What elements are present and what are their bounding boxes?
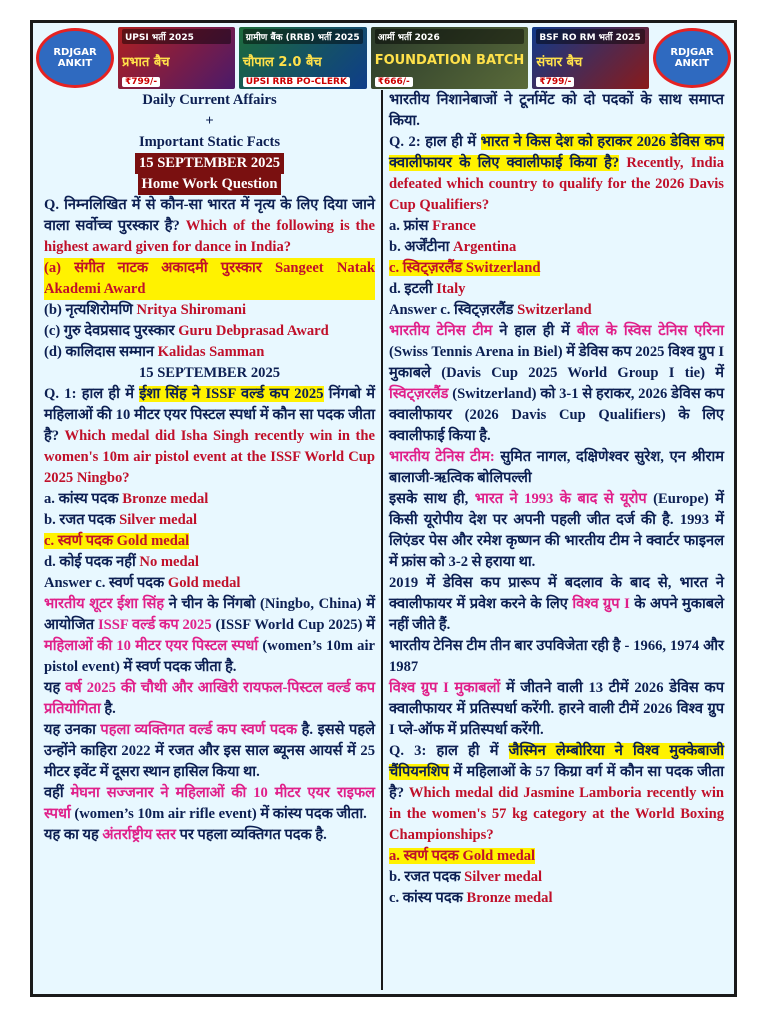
explain-4-b: मेघना सज्जनार ने महिलाओं की 10 मीटर एयर राइफल स्पर्धा xyxy=(44,785,376,822)
r5-text: भारतीय टेनिस टीम तीन बार उपविजेता रही है - 1966, 1974 और 1987 xyxy=(389,638,724,675)
hw-option-b xyxy=(44,300,375,321)
hw-option-b-hi: (b) नृत्यशिरोमणि xyxy=(44,302,133,318)
q1-option-d-hi: d. कोई पदक नहीं xyxy=(44,554,136,570)
explain-4 xyxy=(44,783,375,825)
promo-thumb-4[interactable] xyxy=(532,27,649,89)
date-band-row xyxy=(44,153,375,174)
r1-e: स्विट्ज़रलैंड xyxy=(389,386,449,402)
r6-a: विश्व ग्रुप I मुकाबलों xyxy=(389,680,501,696)
q1-rest: निंगबो में महिलाओं की 10 मीटर एयर पिस्टल स्पर्धा में कौन सा पदक जीता है? xyxy=(44,386,375,444)
promo-thumb-4-title: संचार बैच xyxy=(536,54,583,70)
hw-option-c-hi: (c) गुरु देवप्रसाद पुरस्कार xyxy=(44,323,175,339)
q1-answer xyxy=(44,573,375,594)
q1-option-d xyxy=(44,552,375,573)
promo-thumb-3-title: FOUNDATION BATCH xyxy=(374,53,525,68)
q1-option-c xyxy=(44,531,375,552)
q2-option-a-en: France xyxy=(428,218,476,234)
explain-1-e: महिलाओं की 10 मीटर एयर पिस्टल स्पर्धा xyxy=(44,638,259,654)
promo-thumb-2-price: UPSI RRB PO-CLERK xyxy=(243,77,350,87)
explain-2-b: वर्ष 2025 की चौथी और आखिरी रायफल-पिस्टल वर्ल्ड कप प्रतियोगिता xyxy=(44,680,375,717)
r6-b: में जीतने वाली 13 टीमें 2026 डेविस कप क्वालीफायर में प्रतिस्पर्धा करेंगी. हारने वाली टीमें 2026 विश्व ग्रुप I प्ले-ऑफ में प्रतिस्पर्धा करेंगी. xyxy=(389,680,725,738)
hw-option-b-en: Nritya Shiromani xyxy=(132,302,247,318)
promo-thumb-4-top: BSF RO RM भर्ती 2025 xyxy=(536,29,645,44)
hw-band-row xyxy=(44,174,375,195)
r1-b: ने हाल ही में xyxy=(492,323,577,339)
explain-3-b: पहला व्यक्तिगत वर्ल्ड कप स्वर्ण पदक xyxy=(100,722,298,738)
q1-highlight: ईशा सिंह ने ISSF वर्ल्ड कप 2025 xyxy=(139,386,324,402)
section-date: 15 SEPTEMBER 2025 xyxy=(138,365,281,381)
q1-option-b-en: Silver medal xyxy=(115,512,198,528)
r4-text xyxy=(389,573,724,636)
q2-option-a xyxy=(389,216,724,237)
r1-text xyxy=(389,321,724,447)
r3-text xyxy=(389,489,724,573)
explain-3 xyxy=(44,720,375,783)
r2-a: भारतीय टेनिस टीम: xyxy=(389,449,495,465)
q2-option-a-hi: a. फ्रांस xyxy=(389,218,429,234)
q1-question xyxy=(44,384,375,489)
explain-1-b: ने चीन के निंगबो (Ningbo, China) में आयोजित xyxy=(44,596,376,633)
q1-prefix: Q. 1: हाल ही में xyxy=(44,386,140,402)
q1-option-b-hi: b. रजत पदक xyxy=(44,512,116,528)
promo-thumb-3[interactable] xyxy=(371,27,529,89)
q1-answer-en: Gold medal xyxy=(164,575,241,591)
explain-5-c: पर पहला व्यक्तिगत पदक है. xyxy=(175,827,327,843)
logo-left-text: RDJGAR ANKIT xyxy=(53,47,97,69)
explain-3-c: है. इससे पहले उन्होंने काहिरा 2022 में रजत और इस साल ब्यूनस आयर्स में 25 मीटर इवेंट में दूसरा स्थान हासिल किया था. xyxy=(44,722,375,780)
q1-option-a xyxy=(44,489,375,510)
logo-left xyxy=(36,28,114,88)
explain-4-c: (women’s 10m air rifle event) में कांस्य पदक जीता. xyxy=(70,806,367,822)
hw-option-a-en: Sangeet Natak Akademi Award xyxy=(44,260,375,297)
explain-5-b: अंतर्राष्ट्रीय स्तर xyxy=(102,827,176,843)
q3-rest: में महिलाओं के 57 किग्रा वर्ग में कौन सा पदक जीता है? xyxy=(389,764,724,801)
r3-b: भारत ने 1993 के बाद से यूरोप xyxy=(474,491,647,507)
hw-option-c-en: Guru Debprasad Award xyxy=(174,323,329,339)
q2-option-b xyxy=(389,237,724,258)
q2-answer xyxy=(389,300,724,321)
q1-option-a-hi: a. कांस्य पदक xyxy=(44,491,119,507)
hw-question xyxy=(44,195,375,258)
promo-thumb-2-title: चौपाल 2.0 बैच xyxy=(242,54,322,70)
q2-question xyxy=(389,132,724,216)
r1-a: भारतीय टेनिस टीम xyxy=(389,323,493,339)
q3-highlight: जैस्मिन लेम्बोरिया ने विश्व मुक्केबाजी चैंपियनशिप xyxy=(389,743,724,780)
hw-question-hi: Q. निम्नलिखित में से कौन-सा भारत में नृत्य के लिए दिया जाने वाला सर्वोच्च पुरस्कार है? xyxy=(44,197,375,234)
q3-option-a xyxy=(389,846,724,867)
hw-option-c xyxy=(44,321,375,342)
q2-english: Recently, India defeated which country to qualify for the 2026 Davis Cup Qualifiers? xyxy=(389,155,725,213)
right-column xyxy=(383,90,730,990)
title-plus: + xyxy=(205,113,214,129)
explain-3-a: यह उनका xyxy=(44,722,101,738)
q2-option-d-en: Italy xyxy=(432,281,466,297)
hw-option-a xyxy=(44,258,375,300)
r2-text xyxy=(389,447,724,489)
doc-subtitle: Important Static Facts xyxy=(138,134,281,150)
explain-5-a: यह का यह xyxy=(44,827,103,843)
r6-text xyxy=(389,678,724,741)
promo-thumb-1-title: प्रभात बैच xyxy=(122,54,170,70)
q3-prefix: Q. 3: हाल ही में xyxy=(389,743,509,759)
q3-option-a-correct: a. स्वर्ण पदक Gold medal xyxy=(389,848,536,864)
explain-1-c: ISSF वर्ल्ड कप 2025 xyxy=(97,617,212,633)
q2-option-d xyxy=(389,279,724,300)
r4-b: विश्व ग्रुप I xyxy=(572,596,630,612)
hw-option-d-hi: (d) कालिदास सम्मान xyxy=(44,344,155,360)
q2-answer-hi: Answer c. स्विट्ज़रलैंड xyxy=(389,302,514,318)
hw-option-d xyxy=(44,342,375,363)
hw-option-a-hi: (a) संगीत नाटक अकादमी पुरस्कार xyxy=(44,260,262,276)
explain-2 xyxy=(44,678,375,720)
r1-c: बील के स्विस टेनिस एरिना xyxy=(576,323,724,339)
r3-a: इसके साथ ही, xyxy=(389,491,475,507)
q2-option-b-hi: b. अर्जेंटीना xyxy=(389,239,450,255)
promo-thumb-1-price: ₹799/- xyxy=(122,77,160,87)
hw-question-en: Which of the following is the highest award given for dance in India? xyxy=(44,218,375,255)
q3-option-b-en: Silver medal xyxy=(460,869,543,885)
q2-option-d-hi: d. इटली xyxy=(389,281,433,297)
promo-thumb-4-price: ₹799/- xyxy=(536,77,574,87)
left-column xyxy=(36,90,383,990)
q1-option-d-en: No medal xyxy=(135,554,199,570)
r4-c: के अपने मुकाबले नहीं जीते हैं. xyxy=(389,596,724,633)
q3-english: Which medal did Jasmine Lamboria recently win in the women's 57 kg category at the World Boxing Championships? xyxy=(389,785,724,843)
explain-1-f: (women’s 10m air pistol event) में स्वर्ण पदक जीता है. xyxy=(44,638,376,675)
r0-text: भारतीय निशानेबाजों ने टूर्नामेंट को दो पदकों के साथ समाप्त किया. xyxy=(389,92,724,129)
promo-thumb-2[interactable] xyxy=(239,27,367,89)
homework-band: Home Work Question xyxy=(138,174,282,195)
q2-answer-en: Switzerland xyxy=(513,302,592,318)
promo-thumb-2-top: ग्रामीण बैंक (RRB) भर्ती 2025 xyxy=(243,29,363,44)
doc-title: Daily Current Affairs xyxy=(142,92,277,108)
explain-5 xyxy=(44,825,375,846)
q2-highlight: भारत ने किस देश को हराकर 2026 डेविस कप क्वालीफायर के लिए क्वालीफाई किया है? xyxy=(389,134,724,171)
logo-right xyxy=(653,28,731,88)
promo-thumb-1-top: UPSI भर्ती 2025 xyxy=(122,29,231,44)
header-banner xyxy=(36,26,731,90)
q3-question xyxy=(389,741,724,846)
q2-option-c xyxy=(389,258,724,279)
q1-answer-hi: Answer c. स्वर्ण पदक xyxy=(44,575,165,591)
q3-option-c-en: Bronze medal xyxy=(462,890,553,906)
q3-option-c-hi: c. कांस्य पदक xyxy=(389,890,463,906)
q2-option-b-en: Argentina xyxy=(449,239,517,255)
q3-option-b-hi: b. रजत पदक xyxy=(389,869,461,885)
q1-english: Which medal did Isha Singh recently win in the women's 10m air pistol event at the ISSF World Cup 2025 Ningbo? xyxy=(44,428,375,486)
logo-right-text: RDJGAR ANKIT xyxy=(670,47,714,69)
q2-prefix: Q. 2: हाल ही में xyxy=(389,134,481,150)
q2-option-c-correct: c. स्विट्ज़रलैंड Switzerland xyxy=(389,260,541,276)
q3-option-b xyxy=(389,867,724,888)
promo-thumb-3-top: आर्मी भर्ती 2026 xyxy=(375,29,525,44)
r3-c: (Europe) में किसी यूरोपीय देश पर अपनी पहली जीत दर्ज की है. 1993 में लिएंडर पेस और रमेश कृष्णन की भारतीय टीम ने क्वार्टर फाइनल में फ्रांस को 3-2 से हराया था. xyxy=(389,491,724,570)
hw-option-d-en: Kalidas Samman xyxy=(154,344,265,360)
q1-option-b xyxy=(44,510,375,531)
q1-option-c-correct: c. स्वर्ण पदक Gold medal xyxy=(44,533,190,549)
r2-b: सुमित नागल, दक्षिणेश्वर सुरेश, एन श्रीराम बालाजी-ऋत्विक बोलिपल्ली xyxy=(389,449,724,486)
explain-2-a: यह xyxy=(44,680,66,696)
q1-option-a-en: Bronze medal xyxy=(118,491,209,507)
q3-option-c xyxy=(389,888,724,909)
r1-f: (Switzerland) को 3-1 से हराकर, 2026 डेविस कप क्वालीफायर (2026 Davis Cup Qualifiers) के लिए क्वालीफाई किया है. xyxy=(389,386,724,444)
explain-1-d: (ISSF World Cup 2025) में xyxy=(211,617,375,633)
promo-thumb-3-price: ₹666/- xyxy=(375,77,413,87)
date-band: 15 SEPTEMBER 2025 xyxy=(135,153,284,174)
explain-1-a: भारतीय शूटर ईशा सिंह xyxy=(44,596,165,612)
r4-a: 2019 में डेविस कप प्रारूप में बदलाव के बाद से, भारत ने क्वालीफायर में प्रवेश करने के लिए xyxy=(389,575,724,612)
r1-d: (Swiss Tennis Arena in Biel) में डेविस कप 2025 विश्व ग्रुप I मुकाबले (Davis Cup 2025 World Group I tie) में xyxy=(389,344,724,381)
explain-2-c: है. xyxy=(100,701,116,717)
explain-4-a: वहीं xyxy=(44,785,71,801)
explain-1 xyxy=(44,594,375,678)
content-columns xyxy=(36,90,731,990)
promo-thumb-1[interactable] xyxy=(118,27,235,89)
